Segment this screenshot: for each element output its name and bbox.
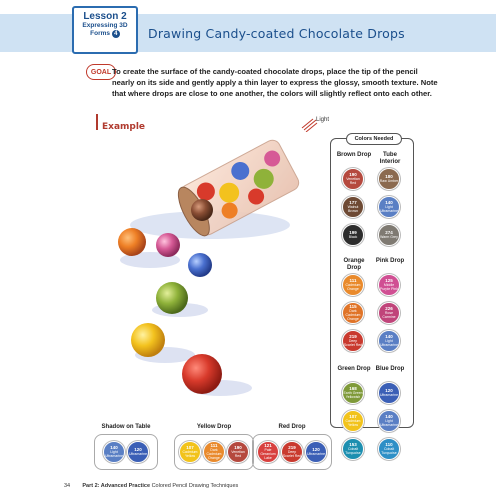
red-drop-box bbox=[252, 434, 332, 470]
group-label-brown-drop: Brown Drop bbox=[336, 152, 372, 158]
chip-name: Deep Scarlet Red bbox=[343, 339, 363, 347]
page-title: Drawing Candy-coated Chocolate Drops bbox=[148, 26, 405, 41]
chip-name: Dark Cadmium Orange bbox=[206, 448, 222, 460]
chip-name: Venetian Red bbox=[346, 177, 360, 185]
color-chip bbox=[378, 168, 400, 190]
lesson-subtitle bbox=[74, 22, 136, 38]
chip-name: Ultramarine bbox=[306, 452, 326, 456]
page-number: 34 bbox=[64, 483, 71, 489]
color-chip bbox=[378, 224, 400, 246]
color-chip bbox=[378, 196, 400, 218]
color-chip bbox=[342, 410, 364, 432]
chip-name: Raw Umber bbox=[379, 179, 399, 183]
goal-badge: GOAL bbox=[86, 64, 116, 80]
group-label-yellow-drop: Yellow Drop bbox=[196, 424, 232, 430]
chip-number: 180 bbox=[385, 174, 393, 179]
chip-name: Dark Cadmium Orange bbox=[345, 309, 361, 321]
color-chip bbox=[378, 330, 400, 352]
chip-number: 140 bbox=[110, 445, 118, 450]
chip-name: Light Ultramarine bbox=[104, 450, 124, 458]
chip-number: 219 bbox=[288, 445, 296, 450]
yellow-drop-box bbox=[174, 434, 254, 470]
chip-name: Light Ultramarine bbox=[379, 205, 399, 213]
chip-number: 125 bbox=[385, 278, 393, 283]
color-chip bbox=[342, 168, 364, 190]
color-chip bbox=[378, 274, 400, 296]
example-label: Example bbox=[102, 122, 146, 132]
chip-number: 219 bbox=[349, 334, 357, 339]
color-chip bbox=[342, 438, 364, 460]
color-chip bbox=[342, 224, 364, 246]
chip-number: 226 bbox=[385, 306, 393, 311]
group-label-shadow-on-table: Shadow on Table bbox=[101, 424, 151, 430]
chip-number: 120 bbox=[312, 447, 320, 452]
chip-name: Cobalt Turquoise bbox=[381, 447, 397, 455]
lesson-subtitle-text: Expressing 3D Forms bbox=[82, 22, 128, 37]
chip-name: Light Ultramarine bbox=[379, 339, 399, 347]
group-label-tube-interior: Tube Interior bbox=[379, 152, 401, 165]
chip-name: Light Ultramarine bbox=[379, 419, 399, 427]
candy-drops-illustration bbox=[90, 130, 330, 430]
footer bbox=[64, 483, 238, 489]
chip-name: Black bbox=[348, 235, 358, 239]
chip-number: 140 bbox=[385, 334, 393, 339]
color-chip bbox=[342, 382, 364, 404]
chip-name: Cadmium Yellow bbox=[345, 419, 361, 427]
example-flag-icon bbox=[96, 114, 98, 130]
chip-name: Pale Geranium Lake bbox=[260, 448, 276, 460]
color-chip bbox=[342, 330, 364, 352]
chip-name: Walnut Brown bbox=[347, 205, 359, 213]
chip-number: 140 bbox=[385, 200, 393, 205]
color-chip bbox=[342, 302, 364, 324]
colors-needed-label: Colors Needed bbox=[346, 133, 402, 145]
group-label-orange-drop: Orange Drop bbox=[343, 258, 365, 271]
chip-number: 274 bbox=[385, 230, 393, 235]
chip-number: 121 bbox=[264, 443, 272, 448]
chip-number: 199 bbox=[349, 230, 357, 235]
color-chip bbox=[342, 274, 364, 296]
lesson-number-badge: 4 bbox=[112, 30, 120, 38]
chip-number: 111 bbox=[210, 443, 218, 448]
chip-name: Cadmium Orange bbox=[345, 283, 361, 291]
chip-name: Ultramarine bbox=[128, 452, 148, 456]
chip-number: 190 bbox=[234, 445, 242, 450]
footer-part: Part 2: Advanced Practice bbox=[82, 483, 151, 489]
chip-name: Warm Grey bbox=[380, 235, 398, 239]
color-chip bbox=[342, 196, 364, 218]
chip-number: 168 bbox=[349, 386, 357, 391]
chip-name: Earth Green Yellowish bbox=[343, 391, 363, 399]
chip-name: Deep Scarlet Red bbox=[282, 450, 302, 458]
color-chip bbox=[378, 410, 400, 432]
chip-name: Cobalt Turquoise bbox=[345, 447, 361, 455]
shadow-on-table-box bbox=[94, 434, 158, 470]
chip-name: Venetian Red bbox=[231, 450, 245, 458]
chip-number: 107 bbox=[349, 414, 357, 419]
chip-name: Cadmium Yellow bbox=[182, 450, 198, 458]
chip-name: Middle Purple Pink bbox=[380, 283, 398, 291]
footer-book: Colored Pencil Drawing Techniques bbox=[151, 483, 239, 489]
lesson-title: Lesson 2 bbox=[83, 11, 127, 22]
group-label-green-drop: Green Drop bbox=[337, 366, 371, 372]
group-label-blue-drop: Blue Drop bbox=[375, 366, 405, 372]
chip-number: 111 bbox=[349, 278, 357, 283]
chip-number: 120 bbox=[134, 447, 142, 452]
chip-number: 107 bbox=[186, 445, 194, 450]
chip-number: 120 bbox=[385, 388, 393, 393]
chip-number: 153 bbox=[349, 442, 357, 447]
color-chip bbox=[378, 438, 400, 460]
group-label-pink-drop: Pink Drop bbox=[375, 258, 405, 264]
color-chip bbox=[378, 382, 400, 404]
lesson-badge bbox=[72, 6, 138, 54]
chip-number: 140 bbox=[385, 414, 393, 419]
chip-number: 110 bbox=[385, 442, 393, 447]
chip-name: Ultramarine bbox=[379, 393, 399, 397]
chip-number: 190 bbox=[349, 172, 357, 177]
chip-number: 115 bbox=[349, 304, 357, 309]
group-label-red-drop: Red Drop bbox=[278, 424, 306, 430]
light-label: Light bbox=[316, 117, 330, 123]
chip-number: 177 bbox=[349, 200, 357, 205]
color-chip bbox=[378, 302, 400, 324]
chip-name: Rose Carmine bbox=[382, 311, 396, 319]
goal-text: To create the surface of the candy-coated chocolate drops, place the tip of the pencil nearly on its side and gently apply a thin layer to express the glossy, smooth texture. Note that where drops are close to one another, the colors will slightly reflect onto each other. bbox=[112, 67, 438, 98]
